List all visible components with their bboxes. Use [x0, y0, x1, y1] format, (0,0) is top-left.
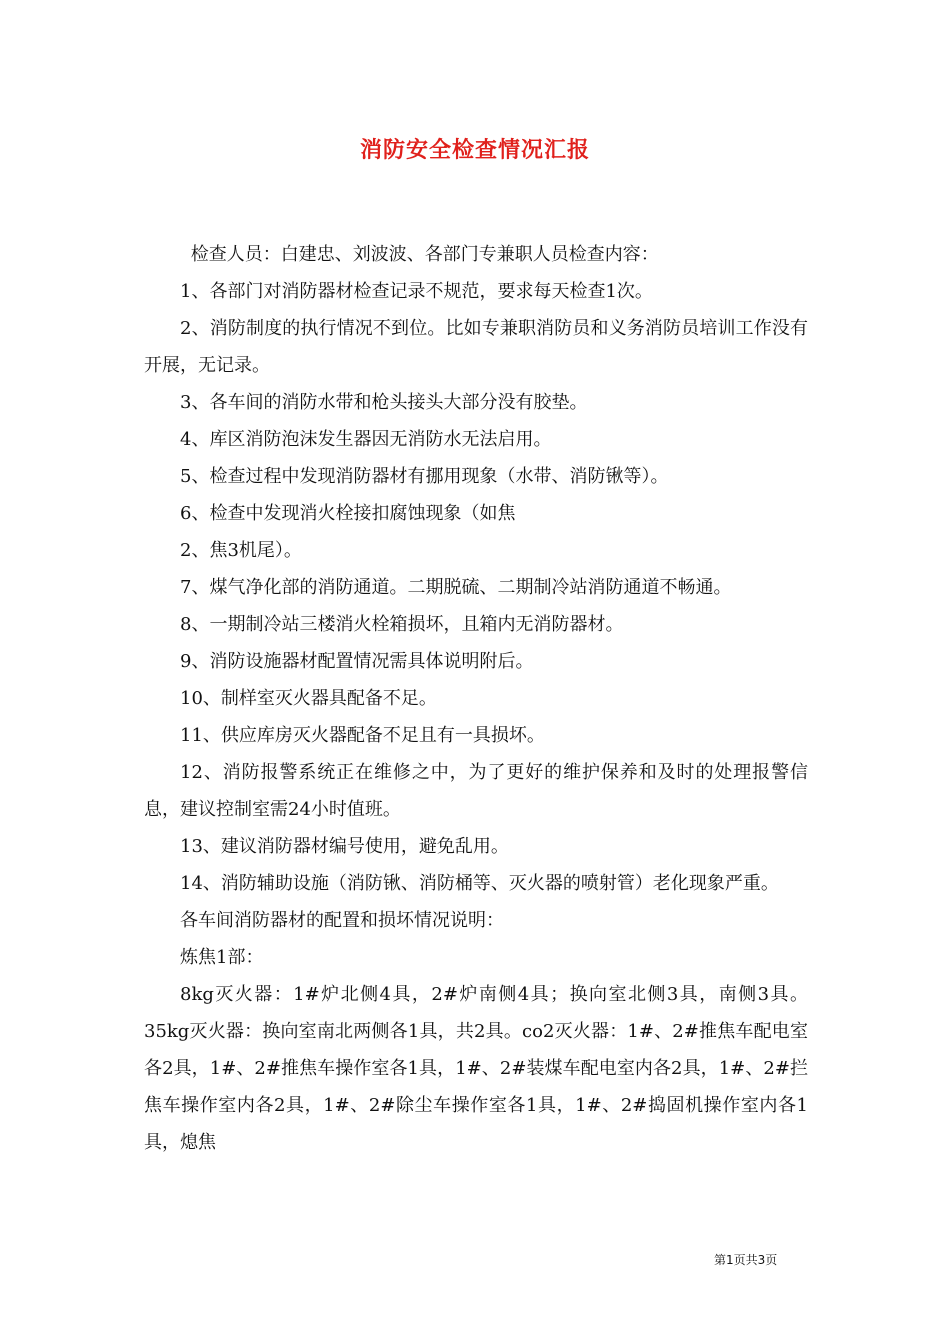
paragraph: 1、各部门对消防器材检查记录不规范，要求每天检查1次。	[180, 281, 653, 302]
paragraph: 2、焦3机尾）。	[180, 540, 302, 561]
paragraph: 11、供应库房灭火器配备不足且有一具损坏。	[180, 725, 545, 746]
paragraph: 8、一期制冷站三楼消火栓箱损坏，且箱内无消防器材。	[180, 614, 624, 635]
paragraph: 4、库区消防泡沫发生器因无消防水无法启用。	[180, 429, 552, 450]
paragraph: 炼焦1部：	[180, 947, 264, 968]
paragraph: 7、煤气净化部的消防通道。二期脱硫、二期制冷站消防通道不畅通。	[180, 577, 732, 598]
document-title: 消防安全检查情况汇报	[359, 137, 590, 163]
paragraph: 12、消防报警系统正在维修之中，为了更好的维护保养和及时的处理报警信息，建议控制室需24小时值班。	[144, 762, 808, 820]
paragraph: 检查人员：白建忠、刘波波、各部门专兼职人员检查内容：	[190, 244, 659, 265]
paragraph: 3、各车间的消防水带和枪头接头大部分没有胶垫。	[180, 392, 588, 413]
paragraph: 13、建议消防器材编号使用，避免乱用。	[180, 836, 509, 857]
paragraph: 10、制样室灭火器具配备不足。	[180, 688, 437, 709]
paragraph: 8kg灭火器：1#炉北侧4具，2#炉南侧4具；换向室北侧3具，南侧3具。35kg灭火器：换向室南北两侧各1具，共2具。co2灭火器：1#、2#推焦车配电室各2具，1#、2#推焦车操作室各1具，1#、2#装煤车配电室内各2具，1#、2#拦焦车操作室内各2具，1#、2#除尘车操作室各1具，1#、2#捣固机操作室内各1具，熄焦	[144, 984, 808, 1153]
paragraph: 14、消防辅助设施（消防锹、消防桶等、灭火器的喷射管）老化现象严重。	[180, 873, 779, 894]
paragraph: 5、检查过程中发现消防器材有挪用现象（水带、消防锹等）。	[180, 466, 669, 487]
paragraph: 各车间消防器材的配置和损坏情况说明：	[180, 910, 504, 931]
paragraph: 9、消防设施器材配置情况需具体说明附后。	[180, 651, 534, 672]
paragraph: 6、检查中发现消火栓接扣腐蚀现象（如焦	[180, 503, 516, 524]
page-number: 第1页共3页	[714, 1253, 778, 1267]
paragraph: 2、消防制度的执行情况不到位。比如专兼职消防员和义务消防员培训工作没有开展，无记录。	[144, 318, 808, 376]
document-body	[144, 236, 808, 1161]
